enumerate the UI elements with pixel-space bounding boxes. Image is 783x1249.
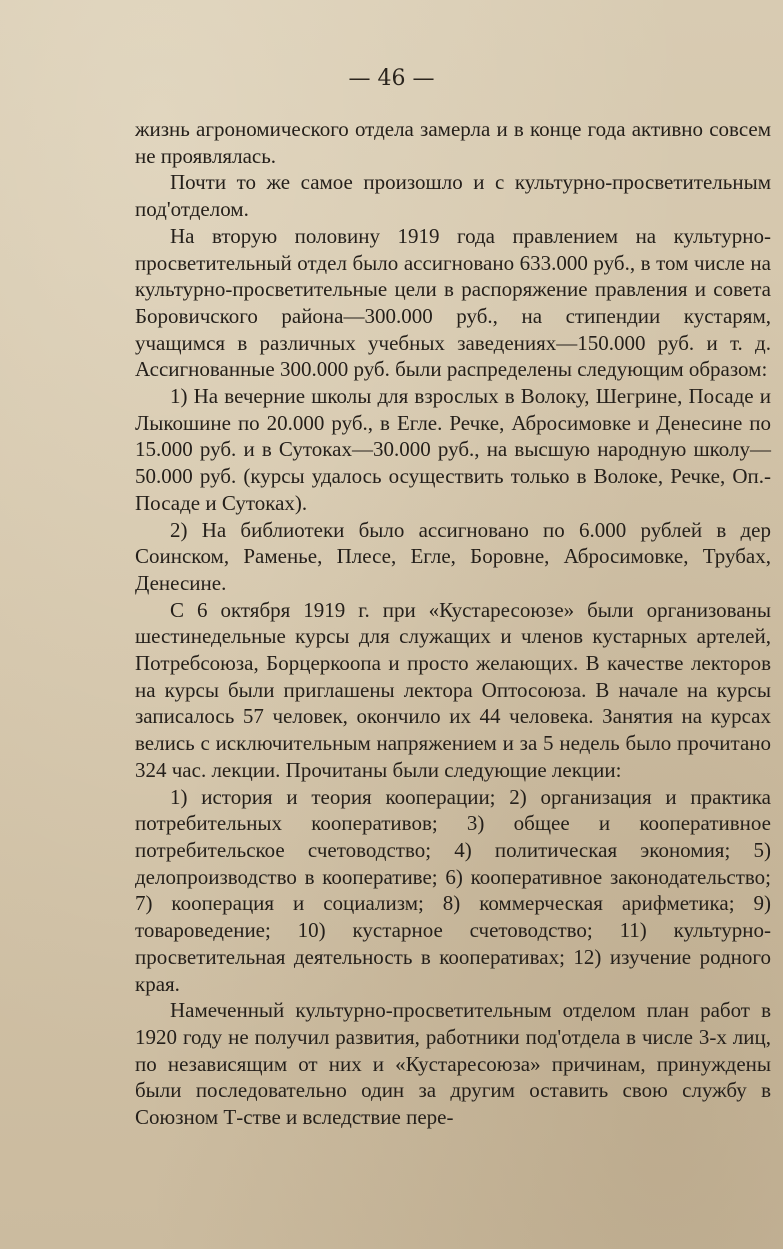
paragraph-libraries: 2) На библиотеки было ассигновано по 6.000 рублей в дер Соинском, Раменье, Плесе, Егле, Боровне, Абросимовке, Трубах, Денесине.	[135, 517, 771, 595]
paragraph-evening-schools: 1) На вечерние школы для взрослых в Волоку, Шегрине, Посаде и Лыкошине по 20.000 руб., в Егле. Речке, Абросимовке и Денесине по 15.000 руб. и в Сутоках—30.000 руб., на высшую народную школу—50.000 руб. (курсы удалось осуществить только в Волоке, Речке, Оп.-Посаде и Сутоках).	[135, 384, 771, 515]
page-number: — 46 —	[348, 66, 435, 91]
paragraph-courses: С 6 октября 1919 г. при «Кустаресоюзе» были организованы шестинедельные курсы для служащих и членов кустарных артелей, Потребсоюза, Борцеркоопа и просто желающих. В качестве лекторов на курсы были приглашены лектора Оптосоюза. В начале на курсы записалось 57 человек, окончило их 44 человека. Занятия на курсах велись с исключительным напряжением и за 5 недель было прочитано 324 час. лекции. Прочитаны были следующие лекции:	[135, 597, 771, 782]
body-text	[135, 116, 771, 1131]
paragraph-plan-1920: Намеченный культурно-просветительным отделом план работ в 1920 году не получил развития, работники под'отдела в числе 3-х лиц, по независящим от них и «Кустаресоюза» причинам, принуждены были последовательно один за другим оставить свою службу в Союзном Т-стве и вследствие пере-	[135, 998, 771, 1130]
paragraph-funding-1919: На вторую половину 1919 года правлением на культурно-просветительный отдел было ассигновано 633.000 руб., в том числе на культурно-просветительные цели в распоряжение правления и совета Боровичского района—300.000 руб., на стипендии кустарям, учащимся в различных учебных заведениях—150.000 руб. и т. д. Ассигнованные 300.000 руб. были распределены следующим образом:	[135, 223, 771, 382]
paragraph-lecture-list: 1) история и теория кооперации; 2) организация и практика потребительных кооперативов; 3) общее и кооперативное потребительское счетоводство; 4) политическая экономия; 5) делопроизводство в кооперативе; 6) кооперативное законодательство; 7) кооперация и социализм; 8) коммерческая арифметика; 9) товароведение; 10) кустарное счетоводство; 11) культурно-просветительная деятельность в кооперативах; 12) изучение родного края.	[135, 784, 771, 996]
paragraph-cultural-subdepartment: Почти то же самое произошло и с культурно-просветительным под'отделом.	[135, 170, 771, 222]
paragraph-continuation: жизнь агрономического отдела замерла и в конце года активно совсем не проявлялась.	[135, 117, 771, 168]
